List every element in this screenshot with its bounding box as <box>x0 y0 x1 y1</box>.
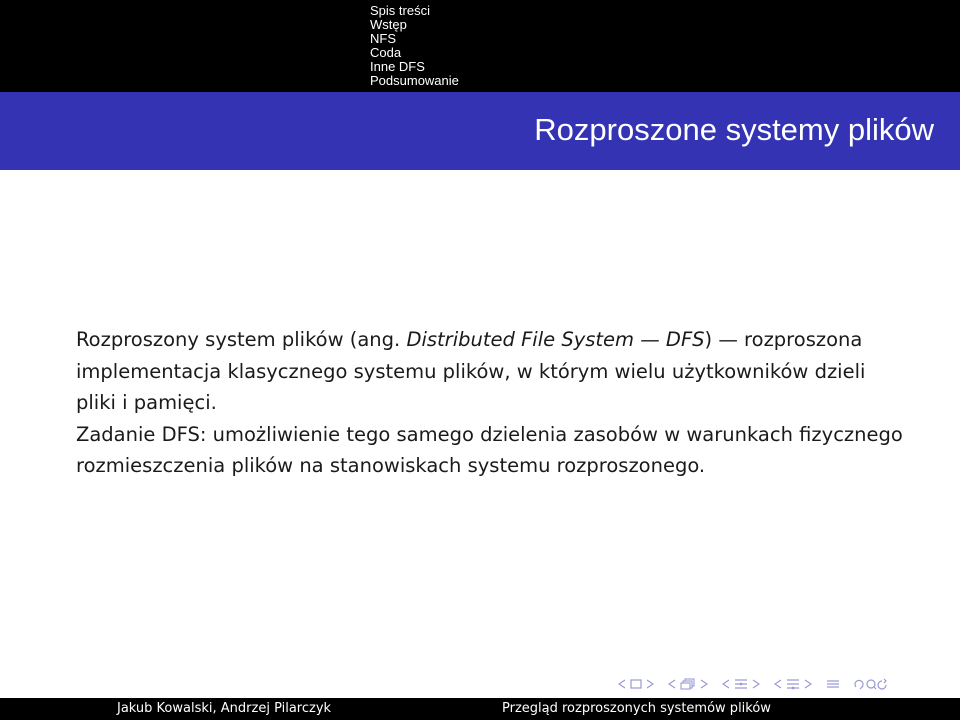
beamer-navigation-symbols <box>618 674 892 694</box>
nav-prev-frame-icon[interactable] <box>618 679 626 689</box>
nav-prev-slide-icon[interactable] <box>774 679 782 689</box>
footer-title-box <box>480 698 960 720</box>
nav-prev-section-icon[interactable] <box>722 679 730 689</box>
nav-next-slide-icon[interactable] <box>804 679 812 689</box>
nav-item-label: NFS <box>370 31 396 46</box>
nav-item-summary[interactable] <box>370 73 960 89</box>
definition-text-start: Rozproszony system plików (ang. <box>76 328 407 351</box>
definition-text-end: ) — rozproszona implementacja klasycznego systemu plików, w którym wielu użytkowników dzieli pliki i pamięci. <box>76 328 866 414</box>
nav-item-label: Podsumowanie <box>370 73 459 88</box>
nav-item-label: Spis treści <box>370 3 430 18</box>
nav-subsection-icon[interactable] <box>680 678 696 690</box>
definition-paragraph <box>76 324 906 419</box>
nav-next-frame-icon[interactable] <box>646 679 654 689</box>
nav-frame-icon[interactable] <box>630 679 642 689</box>
nav-search-icon[interactable] <box>854 677 888 691</box>
headline-bar <box>0 0 960 92</box>
nav-item-label: Coda <box>370 45 402 60</box>
nav-item-label: Inne DFS <box>370 59 425 74</box>
nav-slide-icon[interactable] <box>786 678 800 690</box>
task-paragraph: Zadanie DFS: umożliwienie tego samego dzielenia zasobów w warunkach fizycznego rozmieszczenia plików na stanowiskach systemu rozproszonego. <box>76 422 903 477</box>
nav-next-subsection-icon[interactable] <box>700 679 708 689</box>
nav-item-label: Wstęp <box>370 17 407 32</box>
footer-authors-box <box>0 698 480 720</box>
footline-bar <box>0 698 960 720</box>
footer-authors: Jakub Kowalski, Andrzej Pilarczyk <box>117 701 332 716</box>
nav-next-section-icon[interactable] <box>752 679 760 689</box>
frame-title-bar <box>0 92 960 170</box>
nav-prev-subsection-icon[interactable] <box>668 679 676 689</box>
nav-align-icon[interactable] <box>826 678 840 690</box>
definition-emphasis: Distributed File System — DFS <box>406 328 705 351</box>
nav-section-icon[interactable] <box>734 678 748 690</box>
slide-content <box>76 324 906 482</box>
frame-title: Rozproszone systemy plików <box>534 112 934 147</box>
section-navigation <box>370 0 960 92</box>
footer-title: Przegląd rozproszonych systemów plików <box>502 701 771 716</box>
